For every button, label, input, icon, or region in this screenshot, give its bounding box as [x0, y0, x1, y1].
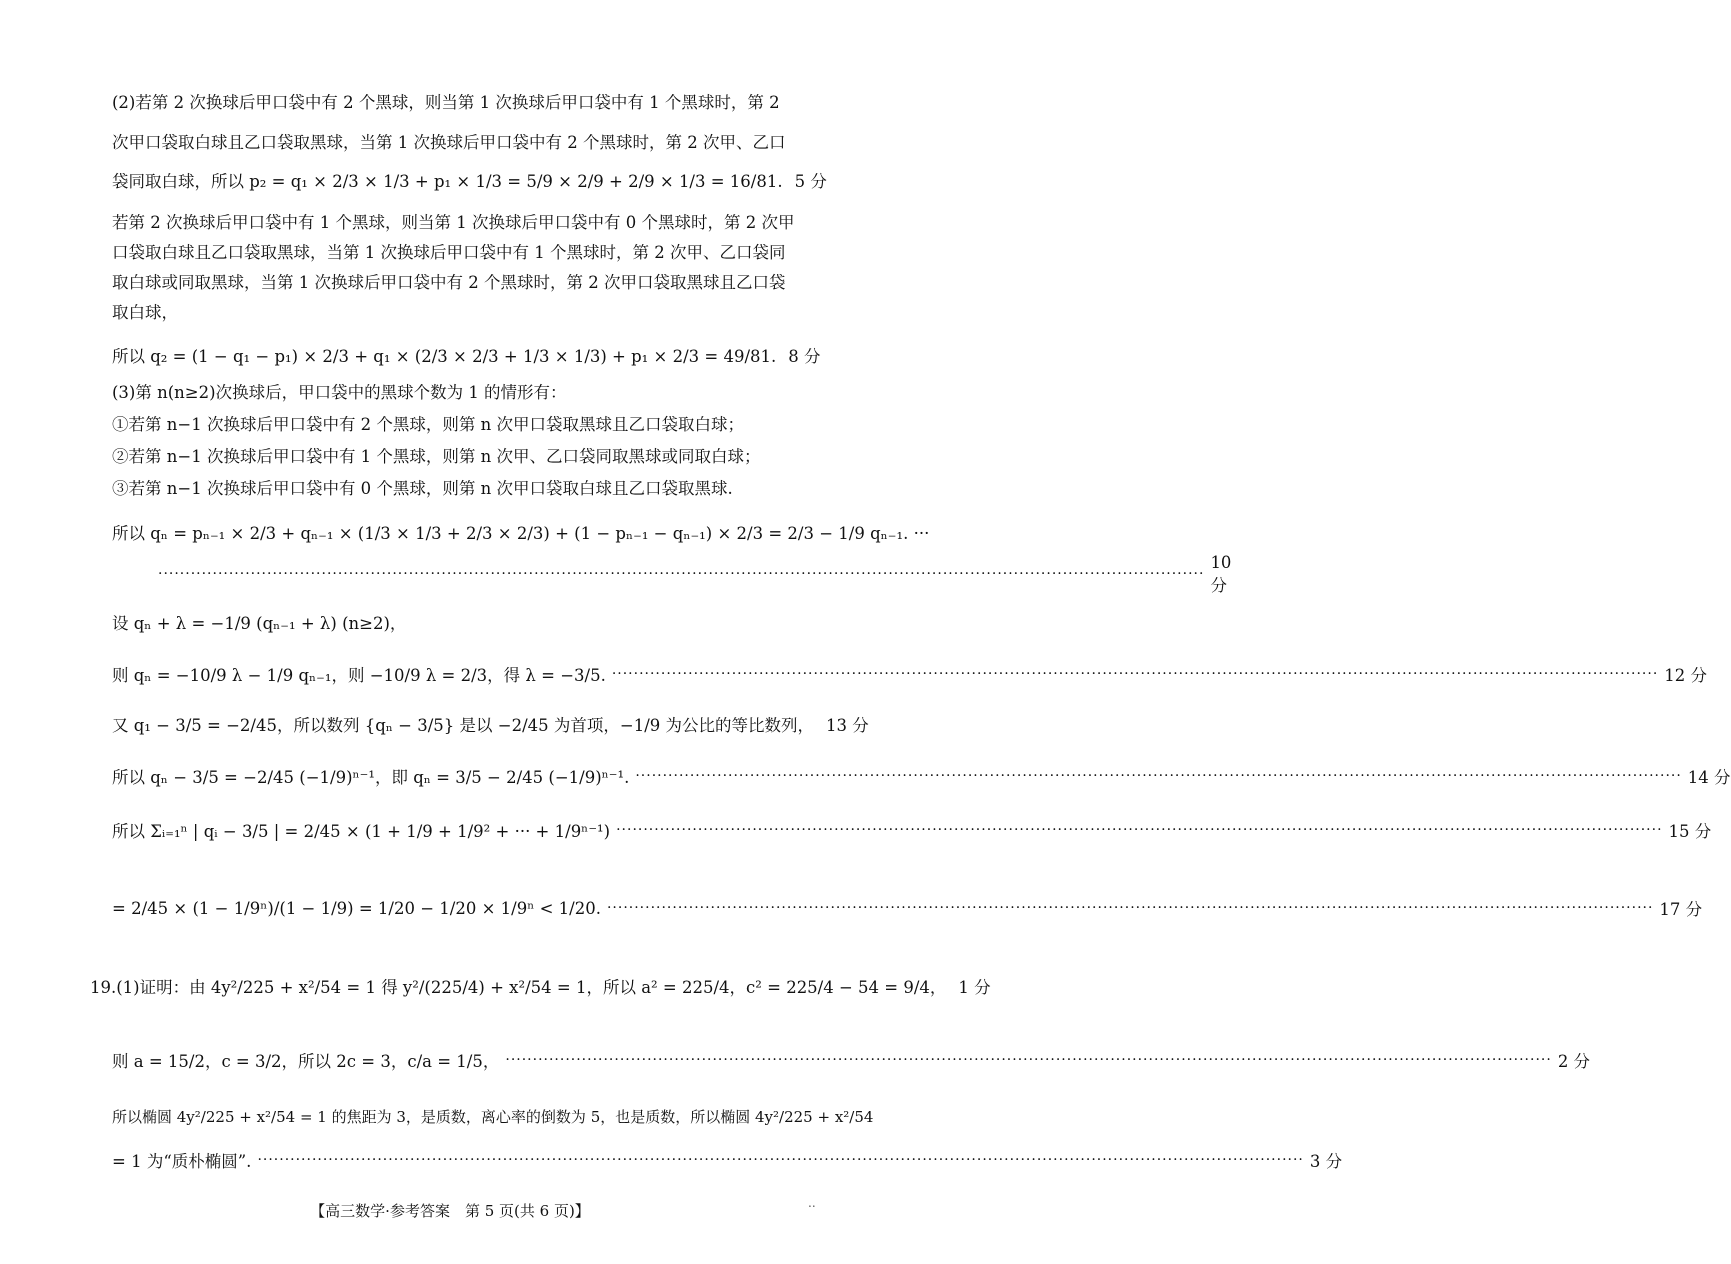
formula-p2-row — [112, 160, 827, 200]
then-lambda: 则 qₙ = −10/9 λ − 1/9 qₙ₋₁，则 −10/9 λ = 2/3，得 λ = −3/5. — [112, 666, 606, 685]
q19-proof-3-row — [112, 1096, 874, 1136]
leader-dots — [257, 1152, 1303, 1168]
sum-expression: 所以 Σᵢ₌₁ⁿ | qᵢ − 3/5 | = 2/45 × (1 + 1/9 + 1/9² + ··· + 1/9ⁿ⁻¹) — [112, 822, 611, 841]
part3-intro: (3)第 n(n≥2)次换球后，甲口袋中的黑球个数为 1 的情形有： — [112, 383, 567, 402]
sum-result: = 2/45 × (1 − 1/9ⁿ)/(1 − 1/9) = 1/20 − 1/20 × 1/9ⁿ < 1/20. — [112, 898, 601, 918]
q19-proof-1-row — [90, 966, 991, 1006]
score-label: 3 分 — [1309, 1152, 1343, 1171]
then-lambda-row — [112, 654, 1708, 694]
geometric-sequence: 又 q₁ − 3/5 = −2/45，所以数列 {qₙ − 3/5} 是以 −2/45 为首项，−1/9 为公比的等比数列， — [112, 716, 815, 735]
leader-dots — [612, 666, 1658, 682]
general-term: 所以 qₙ − 3/5 = −2/45 (−1/9)ⁿ⁻¹，即 qₙ = 3/5 − 2/45 (−1/9)ⁿ⁻¹. — [112, 768, 630, 787]
sum-row — [112, 810, 1712, 850]
geometric-row — [112, 704, 869, 744]
part2-text-line-6: 取白球或同取黑球，当第 1 次换球后甲口袋中有 2 个黑球时，第 2 次甲口袋取黑球且乙口袋 — [112, 273, 786, 292]
leader-dots — [158, 566, 1204, 582]
q19-proof-2: 则 a = 15/2，c = 3/2，所以 2c = 3，c/a = 1/5， — [112, 1052, 500, 1071]
part2-text-line-7: 取白球， — [112, 303, 178, 322]
part2-text-line-2: 次甲口袋取白球且乙口袋取黑球，当第 1 次换球后甲口袋中有 2 个黑球时，第 2 次甲、乙口 — [112, 133, 786, 152]
score-label: 8 分 — [788, 347, 821, 366]
score-label: 13 分 — [826, 716, 869, 735]
leader-dots — [607, 900, 1653, 916]
formula-q2: 所以 q₂ = (1 − q₁ − p₁) × 2/3 + q₁ × (2/3 × 2/3 + 1/3 × 1/3) + p₁ × 2/3 = 49/81. — [112, 347, 777, 366]
part3-case-3: ③若第 n−1 次换球后甲口袋中有 0 个黑球，则第 n 次甲口袋取白球且乙口袋取黑球. — [112, 479, 733, 498]
corner-mark: .. — [808, 1196, 816, 1210]
general-term-row — [112, 756, 1731, 796]
part2-text-line-5: 口袋取白球且乙口袋取黑球，当第 1 次换球后甲口袋中有 1 个黑球时，第 2 次甲、乙口袋同 — [112, 243, 786, 262]
set-lambda-row — [112, 602, 818, 642]
formula-q2-row — [112, 335, 821, 375]
formula-qn-score-row — [158, 552, 1232, 595]
set-lambda: 设 qₙ + λ = −1/9 (qₙ₋₁ + λ) (n≥2)， — [112, 614, 407, 633]
part2-text-line-1: (2)若第 2 次换球后甲口袋中有 2 个黑球，则当第 1 次换球后甲口袋中有 1 个黑球时，第 2 — [112, 93, 780, 112]
leader-dots — [635, 768, 1681, 784]
score-label: 15 分 — [1668, 822, 1712, 841]
score-label: 5 分 — [794, 172, 827, 191]
q19-proof-4-row — [112, 1140, 1343, 1180]
page-footer: 【高三数学·参考答案 第 5 页(共 6 页)】 — [310, 1202, 590, 1220]
sum-result-row — [112, 888, 1703, 928]
score-label: 17 分 — [1659, 900, 1703, 919]
leader-dots — [616, 822, 1662, 838]
score-label: 14 分 — [1687, 768, 1731, 787]
formula-qn-row — [112, 512, 930, 552]
q19-proof-2-row — [112, 1040, 1591, 1080]
score-label: 1 分 — [958, 978, 991, 997]
part3-case-2: ②若第 n−1 次换球后甲口袋中有 1 个黑球，则第 n 次甲、乙口袋同取黑球或同取白球； — [112, 447, 761, 466]
part2-text-line-4: 若第 2 次换球后甲口袋中有 1 个黑球，则当第 1 次换球后甲口袋中有 0 个黑球时，第 2 次甲 — [112, 213, 795, 232]
formula-p2: 袋同取白球，所以 p₂ = q₁ × 2/3 × 1/3 + p₁ × 1/3 = 5/9 × 2/9 + 2/9 × 1/3 = 16/81. — [112, 172, 783, 191]
leader-dots — [505, 1052, 1551, 1068]
score-label: 10 分 — [1210, 552, 1232, 595]
formula-qn: 所以 qₙ = pₙ₋₁ × 2/3 + qₙ₋₁ × (1/3 × 1/3 + 2/3 × 2/3) + (1 − pₙ₋₁ − qₙ₋₁) × 2/3 = 2/3 − 1/9 qₙ₋₁. ··· — [112, 524, 930, 543]
part3-case-1: ①若第 n−1 次换球后甲口袋中有 2 个黑球，则第 n 次甲口袋取黑球且乙口袋取白球； — [112, 415, 745, 434]
q19-proof-3: 所以椭圆 4y²/225 + x²/54 = 1 的焦距为 3，是质数，离心率的倒数为 5，也是质数，所以椭圆 4y²/225 + x²/54 — [112, 1107, 874, 1126]
score-label: 12 分 — [1664, 666, 1708, 685]
q19-proof-1: 19.(1)证明：由 4y²/225 + x²/54 = 1 得 y²/(225/4) + x²/54 = 1，所以 a² = 225/4，c² = 225/4 − 54 = 9/4， — [90, 978, 947, 997]
score-label: 2 分 — [1557, 1052, 1591, 1071]
q19-proof-4: = 1 为“质朴椭圆”. — [112, 1152, 252, 1171]
